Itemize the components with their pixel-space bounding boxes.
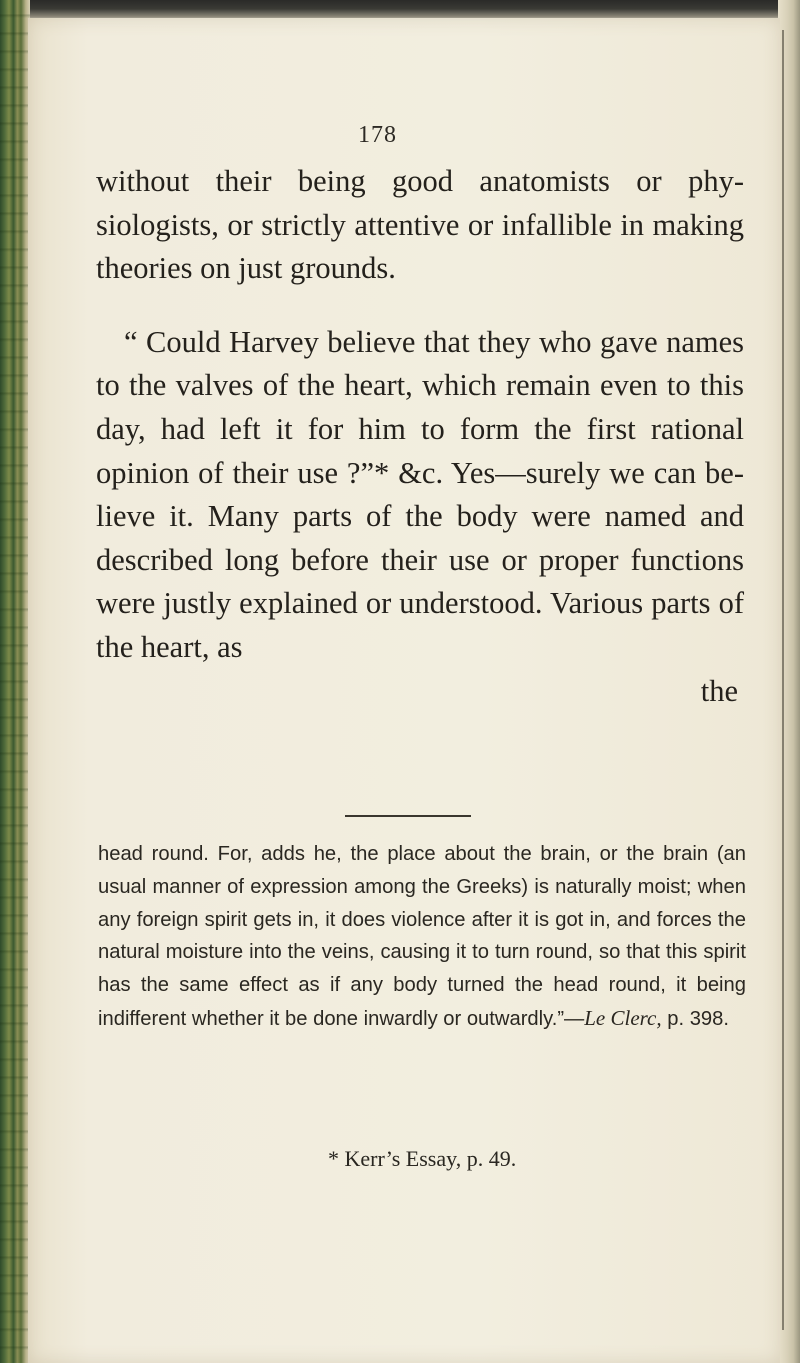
book-binding-edge xyxy=(0,0,30,1363)
footnote-divider xyxy=(345,815,471,817)
footnote-star: * Kerr’s Essay, p. 49. xyxy=(328,1146,517,1171)
page-right-edge xyxy=(778,0,800,1363)
paragraph-1: without their being good anatomists or physiologists, or strictly attentive or infallible in making theories on just grounds. xyxy=(96,164,744,286)
footnote-continued xyxy=(98,838,746,1036)
footnote-citation-page: p. 398. xyxy=(661,1007,729,1030)
paragraph-2: “ Could Harvey believe that they who gave names to the valves of the heart, which remain even to this day, had left it for him to form the first rational opinion of their use ?”* &c. Yes—surely we can believe it. Many parts of the body were named and described long before their use or proper functions were justly explained or understood. Various parts of the heart, as xyxy=(96,324,744,664)
catchword: the xyxy=(700,673,738,708)
page-number: 178 xyxy=(358,122,397,148)
footnote-text: head round. For, adds he, the place about the brain, or the brain (an usual manner of expression among the Greeks) is naturally moist; when any foreign spirit gets in, it does violence after it is got in, and forces the natural moisture into the veins, causing it to turn round, so that this spirit has the same effect as if any body turned the head round, it being indifferent whether it be done inwardly or outwardly.”— xyxy=(98,843,746,1030)
main-text xyxy=(96,160,744,713)
footnote-citation-author: Le Clerc, xyxy=(584,1005,662,1030)
